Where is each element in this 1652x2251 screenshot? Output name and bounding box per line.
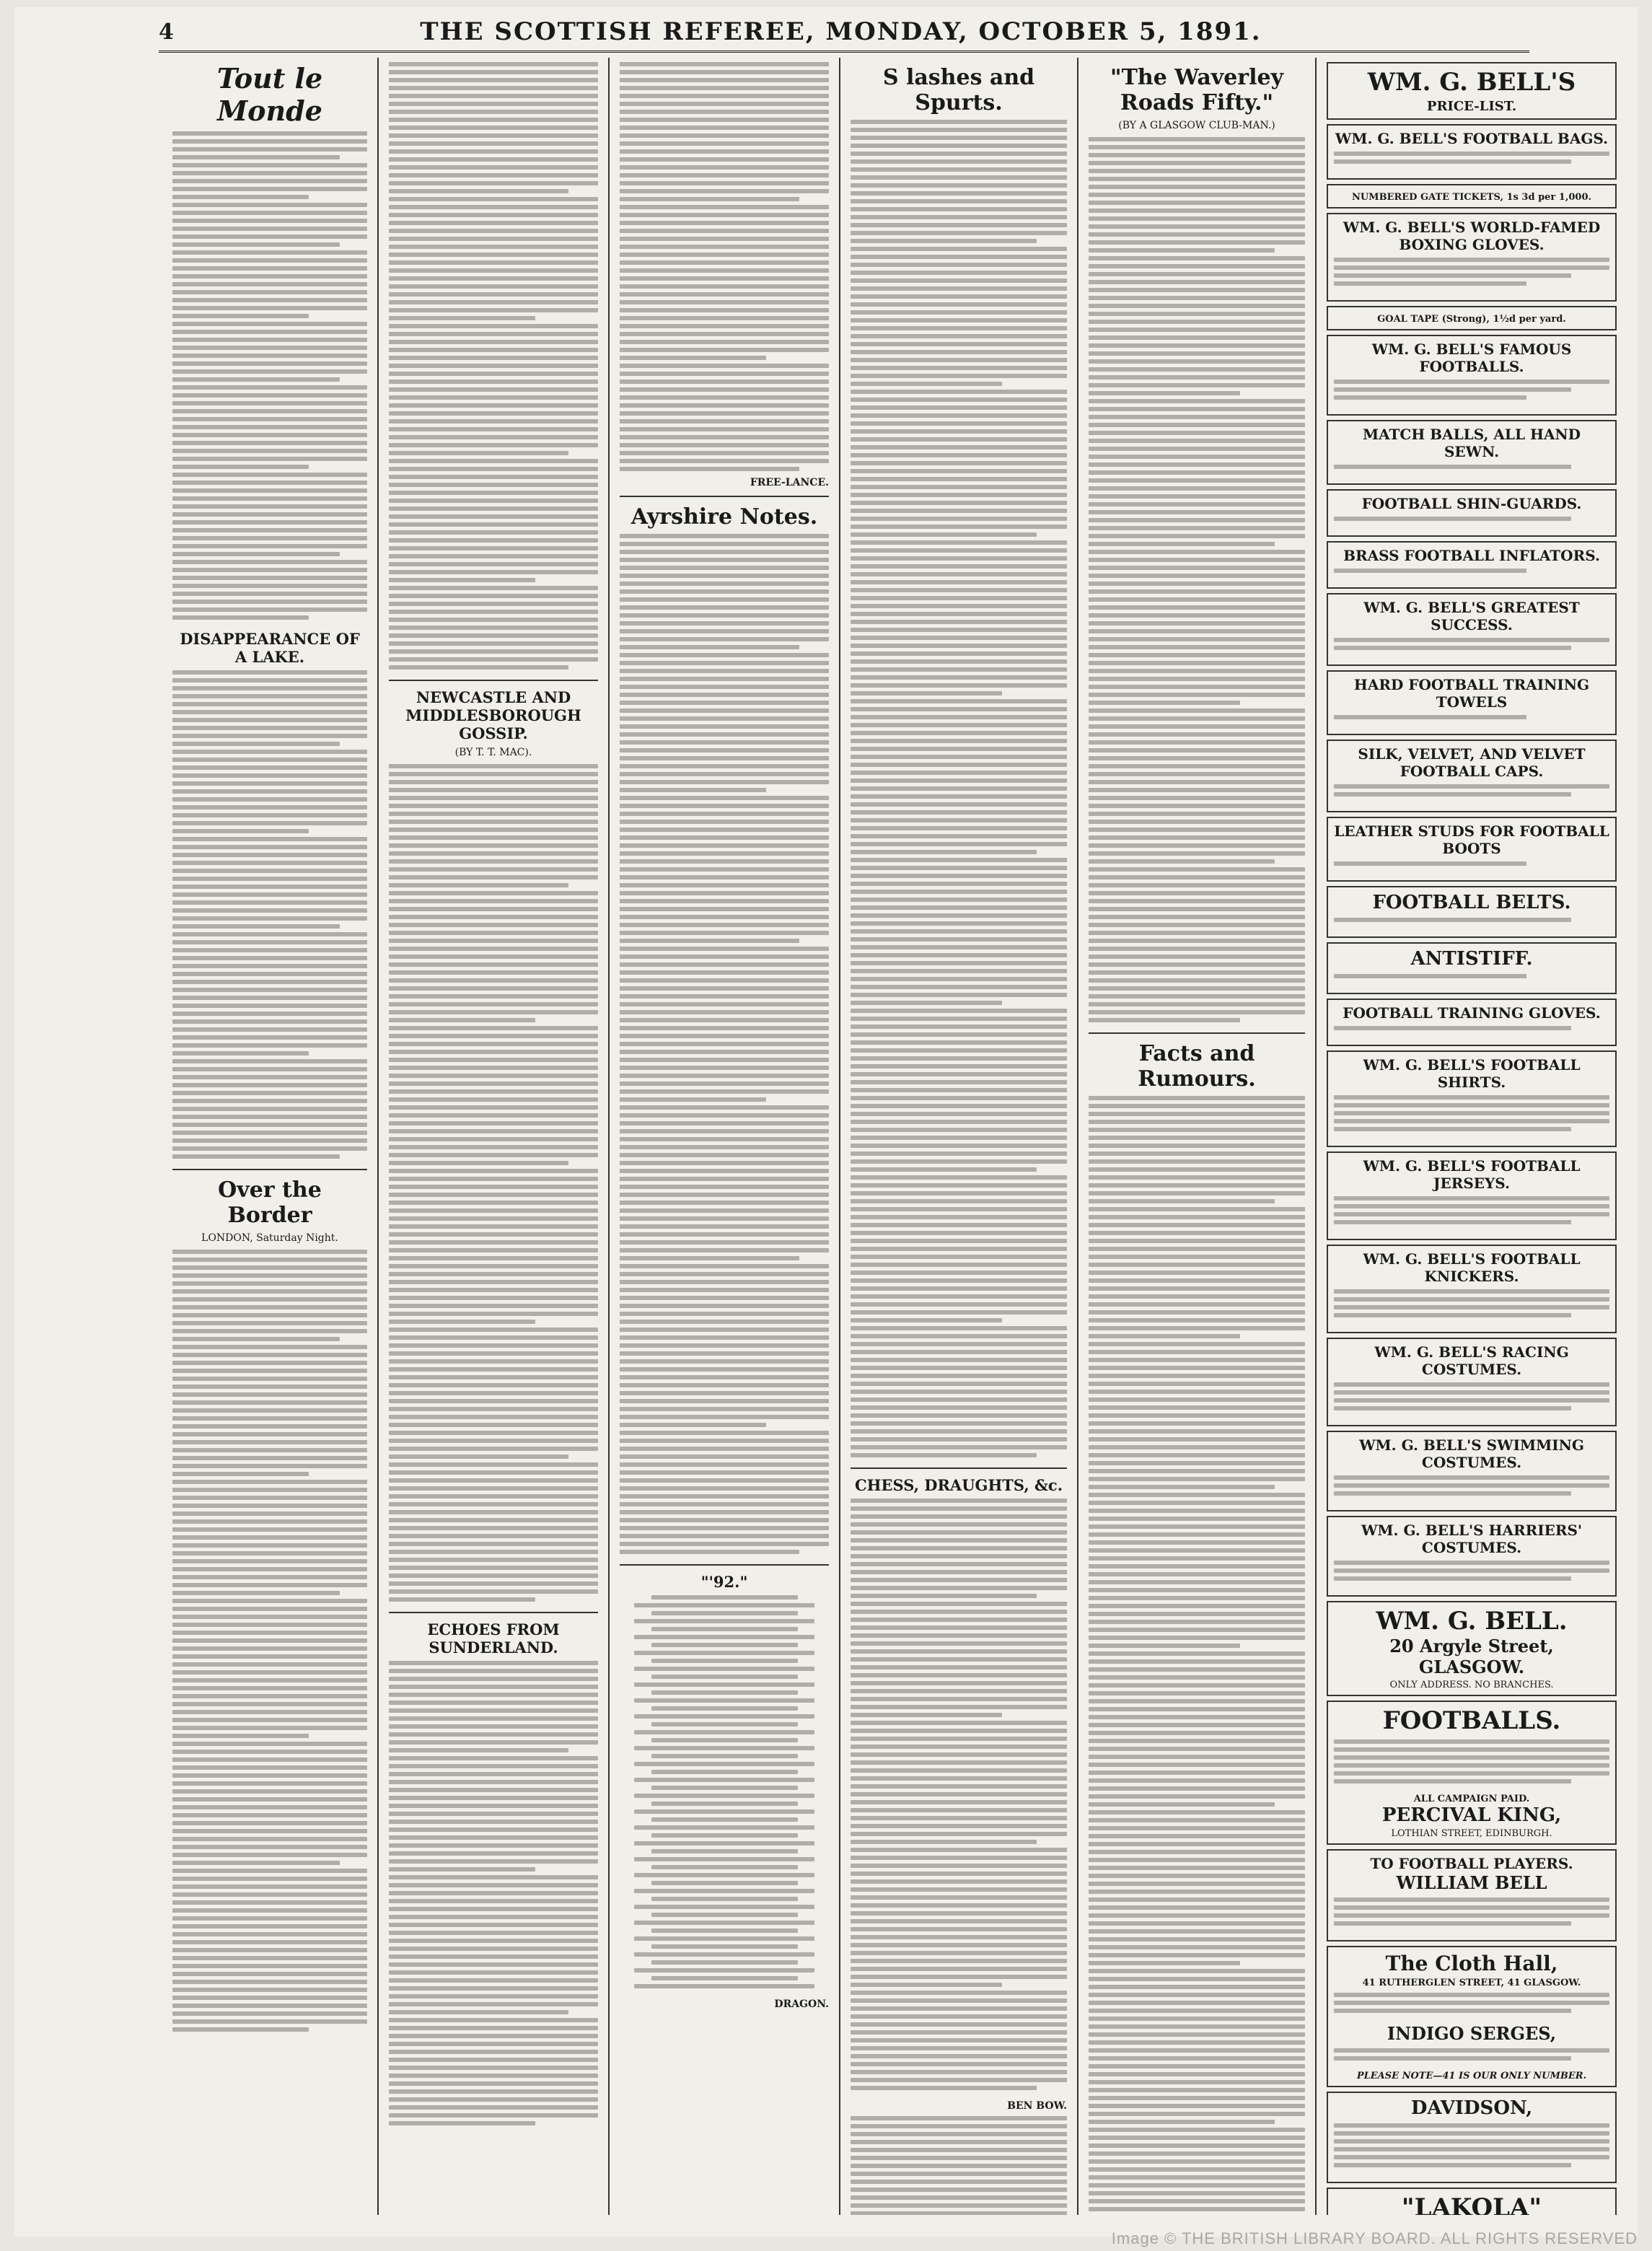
column-6-advertisements (1317, 58, 1627, 2215)
newcastle-byline: (BY T. T. MAC). (454, 747, 532, 758)
ad-football-jerseys: WM. G. BELL'S FOOTBALL JERSEYS. (1327, 1151, 1617, 1240)
text-block (851, 1499, 1067, 2090)
slashes-spurts-heading: S lashes and Spurts. (882, 65, 1035, 115)
over-the-border-dateline: LONDON, Saturday Night. (201, 1232, 338, 1244)
ad-football-shirts: WM. G. BELL'S FOOTBALL SHIRTS. (1327, 1050, 1617, 1147)
column-4 (840, 58, 1078, 2215)
over-the-border-heading: Over the Border (218, 1177, 322, 1228)
text-block (172, 131, 367, 620)
dragon-signature: DRAGON. (774, 1998, 829, 2010)
column-1 (162, 58, 379, 2215)
echoes-sunderland-heading: ECHOES FROM SUNDERLAND. (427, 1620, 560, 1657)
ad-bell-pricelist: WM. G. BELL'S PRICE-LIST. (1327, 62, 1617, 120)
copyright-footer: Image © THE BRITISH LIBRARY BOARD. ALL RIGHTS RESERVED (1111, 2229, 1638, 2247)
newspaper-page (14, 7, 1638, 2237)
benbow-signature: BEN BOW. (1007, 2100, 1067, 2112)
ayrshire-notes-heading: Ayrshire Notes. (631, 504, 818, 530)
column-2 (379, 58, 610, 2215)
columns (162, 58, 1627, 2215)
newcastle-heading: NEWCASTLE AND MIDDLESBOROUGH GOSSIP. (405, 688, 581, 742)
ad-match-balls: MATCH BALLS, ALL HAND SEWN. (1327, 420, 1617, 485)
column-3 (610, 58, 840, 2215)
ad-racing-costumes: WM. G. BELL'S RACING COSTUMES. (1327, 1338, 1617, 1426)
text-block (1089, 1096, 1305, 2215)
ad-harriers-costumes: WM. G. BELL'S HARRIERS' COSTUMES. (1327, 1516, 1617, 1597)
ad-boxing-gloves: WM. G. BELL'S WORLD-FAMED BOXING GLOVES. (1327, 213, 1617, 302)
ad-gate-tickets: NUMBERED GATE TICKETS, 1s 3d per 1,000. (1327, 184, 1617, 209)
ad-shin-guards: FOOTBALL SHIN-GUARDS. (1327, 489, 1617, 537)
disappearance-heading: DISAPPEARANCE OF A LAKE. (180, 630, 360, 666)
masthead-title: THE SCOTTISH REFEREE, MONDAY, OCTOBER 5, 1891. (420, 17, 1262, 46)
ad-football-knickers: WM. G. BELL'S FOOTBALL KNICKERS. (1327, 1245, 1617, 1333)
ad-training-gloves: FOOTBALL TRAINING GLOVES. (1327, 999, 1617, 1046)
ad-caps: SILK, VELVET, AND VELVET FOOTBALL CAPS. (1327, 740, 1617, 812)
ad-football-players: TO FOOTBALL PLAYERS. WILLIAM BELL (1327, 1849, 1617, 1941)
text-block (389, 1661, 598, 2125)
facts-rumours-heading: Facts and Rumours. (1138, 1041, 1256, 1092)
tout-le-monde-heading: Tout le Monde (216, 62, 323, 127)
waverley-byline: (BY A GLASGOW CLUB-MAN.) (1118, 120, 1275, 131)
ad-swimming-costumes: WM. G. BELL'S SWIMMING COSTUMES. (1327, 1431, 1617, 1511)
text-block (389, 764, 598, 1602)
ninety-two-heading: "'92." (700, 1573, 748, 1591)
ad-football-belts: FOOTBALL BELTS. (1327, 886, 1617, 938)
ad-cloth-hall: The Cloth Hall, 41 RUTHERGLEN STREET, 41 GLASGOW. INDIGO SERGES, PLEASE NOTE—41 IS OUR ONLY NUMBER. (1327, 1946, 1617, 2087)
text-block (851, 2116, 1067, 2215)
text-block (851, 120, 1067, 1457)
freelance-signature: FREE-LANCE. (750, 477, 829, 488)
text-block (389, 62, 598, 670)
text-block (1089, 137, 1305, 1022)
ad-lakola: "LAKOLA" (1327, 2188, 1617, 2215)
ad-training-towels: HARD FOOTBALL TRAINING TOWELS (1327, 670, 1617, 735)
waverley-heading: "The Waverley Roads Fifty." (1110, 65, 1284, 115)
ad-greatest-success: WM. G. BELL'S GREATEST SUCCESS. (1327, 593, 1617, 666)
text-block (620, 534, 829, 1554)
ad-goal-tape: GOAL TAPE (Strong), 1½d per yard. (1327, 306, 1617, 330)
ad-bell-address: WM. G. BELL. 20 Argyle Street, GLASGOW. ONLY ADDRESS. NO BRANCHES. (1327, 1601, 1617, 1696)
chess-draughts-heading: CHESS, DRAUGHTS, &c. (854, 1476, 1063, 1494)
ad-davidson: DAVIDSON, (1327, 2092, 1617, 2183)
ad-inflators: BRASS FOOTBALL INFLATORS. (1327, 541, 1617, 589)
poem-block (620, 1595, 829, 1988)
ad-famous-footballs: WM. G. BELL'S FAMOUS FOOTBALLS. (1327, 335, 1617, 416)
masthead (159, 13, 1529, 53)
column-5 (1078, 58, 1317, 2215)
text-block (620, 62, 829, 471)
ad-football-bags: WM. G. BELL'S FOOTBALL BAGS. (1327, 124, 1617, 180)
text-block (172, 670, 367, 1159)
ad-footballs-percival: FOOTBALLS. ALL CAMPAIGN PAID. PERCIVAL KING, LOTHIAN STREET, EDINBURGH. (1327, 1701, 1617, 1845)
page-number: 4 (159, 19, 174, 45)
text-block (172, 1250, 367, 2032)
ad-leather-studs: LEATHER STUDS FOR FOOTBALL BOOTS (1327, 817, 1617, 882)
ad-antistiff: ANTISTIFF. (1327, 942, 1617, 994)
